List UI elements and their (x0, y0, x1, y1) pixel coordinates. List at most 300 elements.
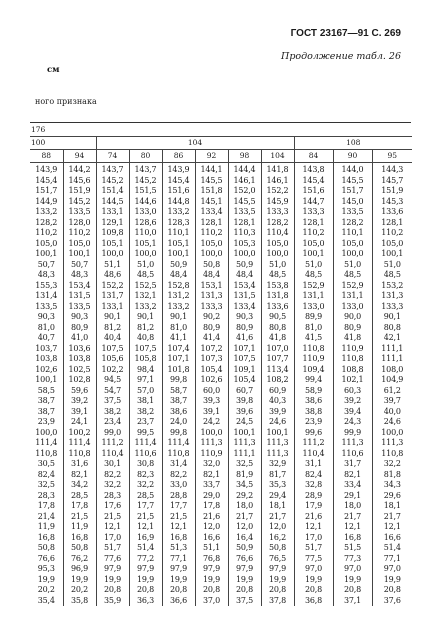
table-cell: 105,0 (372, 239, 412, 250)
table-cell: 128,2 (333, 218, 372, 229)
table-cell: 99,6 (294, 428, 333, 439)
table-cell: 107,3 (195, 354, 228, 365)
table-cell: 105,0 (63, 239, 96, 250)
table-cell: 32,5 (37, 480, 55, 489)
table-row (30, 407, 412, 418)
table-cell: 145,6 (63, 176, 96, 187)
table-cell: 133,3 (372, 302, 412, 313)
table-cell: 17,0 (294, 533, 333, 544)
table-cell: 39,7 (372, 396, 412, 407)
table-cell: 82,1 (333, 470, 372, 481)
table-row (30, 249, 412, 260)
table-row (30, 459, 412, 470)
table-row (30, 291, 412, 302)
table-cell: 133,0 (333, 302, 372, 313)
table-row (30, 197, 412, 208)
table-cell: 100,1 (35, 249, 58, 258)
table-cell: 131,1 (294, 291, 333, 302)
table-cell: 12,0 (228, 522, 261, 533)
table-cell: 133,3 (294, 207, 333, 218)
table-cell: 110,2 (195, 228, 228, 239)
table-row (30, 449, 412, 460)
table-cell: 111,4 (35, 438, 58, 447)
table-cell: 103,8 (35, 354, 58, 363)
table-cell: 76,8 (195, 554, 228, 565)
table-cell: 39,1 (63, 407, 96, 418)
table-cell: 12,0 (195, 522, 228, 533)
table-row (30, 585, 412, 596)
table-cell: 81,0 (162, 323, 195, 334)
table-cell: 40,7 (37, 333, 55, 342)
table-cell: 37,8 (261, 596, 294, 607)
table-cell: 32,5 (228, 459, 261, 470)
table-cell: 133,5 (63, 207, 96, 218)
table-cell: 51,5 (333, 543, 372, 554)
table-cell: 28,3 (37, 490, 55, 500)
table-cell: 102,6 (35, 364, 58, 374)
table-cell: 99,8 (162, 428, 195, 439)
table-row (30, 438, 412, 449)
table-cell: 39,1 (195, 407, 228, 418)
table-cell: 107,5 (96, 344, 129, 355)
table-cell: 42,1 (372, 333, 412, 344)
table-cell: 76,5 (261, 554, 294, 565)
table-cell: 38,6 (294, 396, 333, 407)
table-row (30, 228, 412, 239)
table-cell: 39,8 (228, 396, 261, 407)
table-cell: 99,8 (162, 375, 195, 386)
table-cell: 17,8 (37, 501, 55, 510)
table-cell: 103,6 (63, 344, 96, 355)
table-cell: 133,5 (228, 207, 261, 218)
table-cell: 99,4 (294, 375, 333, 386)
table-cell: 28,5 (129, 491, 162, 502)
table-cell: 145,7 (372, 176, 412, 187)
table-cell: 30,8 (129, 459, 162, 470)
table-cell: 17,9 (294, 501, 333, 512)
table-cell: 97,9 (162, 564, 195, 575)
table-cell: 105,3 (228, 239, 261, 250)
table-row (30, 596, 412, 607)
table-cell: 111,3 (261, 438, 294, 449)
table-cell: 76,2 (63, 554, 96, 565)
table-row (30, 554, 412, 565)
table-cell: 109,1 (228, 365, 261, 376)
table-cell: 33,4 (333, 480, 372, 491)
table-cell: 41,0 (63, 333, 96, 344)
table-cell: 38,6 (162, 407, 195, 418)
table-cell: 20,8 (294, 585, 333, 596)
table-cell: 16,8 (37, 532, 55, 542)
table-cell: 145,4 (35, 175, 58, 185)
table-cell: 133,4 (195, 207, 228, 218)
table-cell: 11,9 (63, 522, 96, 533)
table-cell: 101,8 (162, 365, 195, 376)
table-cell: 35,3 (261, 480, 294, 491)
table-cell: 19,9 (228, 575, 261, 586)
table-cell: 110,8 (35, 448, 58, 458)
table-cell: 153,4 (228, 281, 261, 292)
table-cell: 100,1 (294, 249, 333, 260)
table-cell: 12,1 (129, 522, 162, 533)
table-cell: 143,8 (294, 163, 333, 176)
table-cell: 143,9 (35, 165, 58, 174)
table-cell: 105,1 (96, 239, 129, 250)
table-cell: 145,3 (372, 197, 412, 208)
table-cell: 100,0 (228, 249, 261, 260)
table-cell: 111,3 (228, 438, 261, 449)
column-header: 90 (333, 150, 372, 163)
table-cell: 23,4 (96, 417, 129, 428)
table-cell: 110,9 (333, 344, 372, 355)
table-cell: 129,1 (96, 218, 129, 229)
table-cell: 21,5 (96, 512, 129, 523)
table-row (30, 575, 412, 586)
table-cell: 90,3 (63, 312, 96, 323)
table-cell: 80,9 (195, 323, 228, 334)
table-cell: 153,2 (372, 281, 412, 292)
table-cell: 36,3 (129, 596, 162, 607)
table-cell: 110,6 (129, 449, 162, 460)
table-cell: 41,6 (228, 333, 261, 344)
table-cell: 19,9 (63, 575, 96, 586)
table-cell: 48,4 (228, 270, 261, 281)
table-cell: 18,0 (333, 501, 372, 512)
table-cell: 145,0 (333, 197, 372, 208)
table-cell: 24,0 (162, 417, 195, 428)
table-row (30, 312, 412, 323)
column-header: 86 (162, 150, 195, 163)
table-cell: 29,1 (333, 491, 372, 502)
table-cell: 110,2 (294, 228, 333, 239)
table-cell: 110,8 (162, 449, 195, 460)
table-cell: 77,3 (333, 554, 372, 565)
table-cell: 11,9 (37, 522, 55, 531)
table-cell: 28,8 (162, 491, 195, 502)
column-header: 88 (30, 150, 63, 163)
table-cell: 21,6 (195, 512, 228, 523)
table-cell: 111,3 (372, 438, 412, 449)
table-cell: 82,4 (37, 469, 55, 479)
table-cell: 38,2 (96, 407, 129, 418)
table-cell: 97,1 (129, 375, 162, 386)
table-cell: 34,3 (372, 480, 412, 491)
table-cell: 131,1 (333, 291, 372, 302)
table-cell: 102,5 (63, 365, 96, 376)
table-cell: 12,0 (261, 522, 294, 533)
table-cell: 81,0 (294, 323, 333, 334)
table-cell: 24,2 (195, 417, 228, 428)
table-cell: 100,1 (162, 249, 195, 260)
table-cell: 151,7 (333, 186, 372, 197)
table-cell: 19,9 (372, 575, 412, 586)
table-cell: 12,1 (162, 522, 195, 533)
table-cell: 131,2 (162, 291, 195, 302)
table-cell: 143,9 (162, 163, 195, 176)
table-cell: 97,0 (372, 564, 412, 575)
table-cell: 128,2 (35, 217, 58, 227)
table-cell: 151,4 (96, 186, 129, 197)
table-cell: 16,8 (333, 533, 372, 544)
table-cell: 151,6 (162, 186, 195, 197)
table-cell: 146,1 (261, 176, 294, 187)
table-cell: 105,8 (129, 354, 162, 365)
table-cell: 48,5 (294, 270, 333, 281)
table-cell: 110,2 (35, 228, 58, 237)
table-cell: 58,7 (162, 386, 195, 397)
table-cell: 48,3 (37, 270, 55, 279)
table-cell: 60,3 (333, 386, 372, 397)
table-cell: 41,4 (195, 333, 228, 344)
table-cell: 19,9 (333, 575, 372, 586)
table-cell: 20,2 (63, 585, 96, 596)
table-cell: 51,7 (96, 543, 129, 554)
table-cell: 97,9 (195, 564, 228, 575)
table-cell: 77,5 (294, 554, 333, 565)
table-cell: 152,0 (228, 186, 261, 197)
table-cell: 107,4 (162, 344, 195, 355)
table-cell: 20,8 (372, 585, 412, 596)
table-cell: 102,6 (195, 375, 228, 386)
table-cell: 144,6 (129, 197, 162, 208)
table-cell: 34,2 (63, 480, 96, 491)
table-cell: 152,2 (261, 186, 294, 197)
column-header: 98 (228, 150, 261, 163)
table-cell: 16,6 (372, 533, 412, 544)
table-cell: 110,6 (333, 449, 372, 460)
table-cell: 100,0 (129, 249, 162, 260)
column-header: 95 (372, 150, 412, 163)
table-cell: 24,6 (372, 417, 412, 428)
table-cell: 18,1 (261, 501, 294, 512)
table-cell: 61,2 (372, 386, 412, 397)
table-cell: 77,2 (129, 554, 162, 565)
table-cell: 111,4 (162, 438, 195, 449)
table-cell: 108,0 (372, 365, 412, 376)
table-cell: 128,6 (129, 218, 162, 229)
table-cell: 36,6 (162, 596, 195, 607)
table-cell: 17,7 (129, 501, 162, 512)
table-cell: 54,7 (96, 386, 129, 397)
table-cell: 111,3 (195, 438, 228, 449)
table-cell: 111,4 (63, 438, 96, 449)
table-cell: 29,0 (195, 491, 228, 502)
table-cell: 20,8 (195, 585, 228, 596)
table-cell: 51,1 (96, 260, 129, 271)
table-cell: 131,3 (372, 291, 412, 302)
table-cell: 97,0 (333, 564, 372, 575)
table-cell: 48,3 (63, 270, 96, 281)
table-cell: 100,2 (63, 428, 96, 439)
table-cell: 110,1 (162, 228, 195, 239)
table-cell: 17,7 (162, 501, 195, 512)
table-cell: 17,8 (195, 501, 228, 512)
table-cell: 105,0 (35, 238, 58, 248)
table-row (30, 522, 412, 533)
table-cell: 23,7 (129, 417, 162, 428)
table-cell: 50,7 (37, 259, 55, 269)
measurements-table (30, 124, 412, 606)
table-cell: 35,4 (37, 595, 55, 605)
table-cell: 29,2 (228, 491, 261, 502)
table-cell: 103,8 (63, 354, 96, 365)
table-cell: 21,7 (261, 512, 294, 523)
table-cell: 144,7 (294, 197, 333, 208)
table-cell: 40,4 (96, 333, 129, 344)
header-row-top (30, 124, 412, 137)
table-cell: 133,0 (294, 302, 333, 313)
table-cell: 32,2 (372, 459, 412, 470)
table-cell: 48,5 (372, 270, 412, 281)
table-cell: 29,4 (261, 491, 294, 502)
table-cell: 100,1 (35, 375, 58, 384)
table-row (30, 480, 412, 491)
table-cell: 31,6 (63, 459, 96, 470)
table-cell: 133,2 (35, 207, 58, 216)
table-cell: 151,8 (195, 186, 228, 197)
table-cell: 128,1 (195, 218, 228, 229)
table-cell: 48,5 (129, 270, 162, 281)
table-cell: 37,1 (333, 596, 372, 607)
table-cell: 111,3 (261, 449, 294, 460)
table-cell: 105,0 (294, 239, 333, 250)
table-cell: 95,3 (37, 564, 55, 573)
table-cell: 51,1 (195, 543, 228, 554)
table-cell: 82,2 (96, 470, 129, 481)
table-cell: 131,7 (96, 291, 129, 302)
table-cell: 111,4 (129, 438, 162, 449)
table-cell: 145,5 (228, 197, 261, 208)
table-cell: 38,8 (294, 407, 333, 418)
table-row (30, 218, 412, 229)
table-cell: 105,6 (96, 354, 129, 365)
column-header: 94 (63, 150, 96, 163)
table-row (30, 428, 412, 439)
table-cell: 133,6 (372, 207, 412, 218)
table-cell: 18,1 (372, 501, 412, 512)
table-cell: 131,3 (195, 291, 228, 302)
header-row-columns (30, 150, 412, 163)
table-cell: 51,0 (333, 260, 372, 271)
table-cell: 77,1 (372, 554, 412, 565)
table-cell: 102,1 (333, 375, 372, 386)
table-cell: 128,1 (372, 218, 412, 229)
table-cell: 144,8 (162, 197, 195, 208)
table-cell: 110,2 (63, 228, 96, 239)
table-cell: 110,4 (294, 449, 333, 460)
table-row (30, 281, 412, 292)
table-cell: 29,6 (372, 491, 412, 502)
table-continuation-label: Продолжение табл. 26 (281, 51, 401, 62)
table-row (30, 354, 412, 365)
table-cell: 133,1 (96, 302, 129, 313)
table-row (30, 512, 412, 523)
table-cell: 152,2 (96, 281, 129, 292)
table-cell: 145,2 (129, 176, 162, 187)
table-cell: 50,7 (63, 260, 96, 271)
table-cell: 151,9 (63, 186, 96, 197)
table-cell: 105,1 (162, 239, 195, 250)
table-cell: 28,5 (63, 491, 96, 502)
table-row (30, 186, 412, 197)
table-cell: 152,9 (333, 281, 372, 292)
table-cell: 105,0 (261, 239, 294, 250)
table-cell: 105,1 (129, 239, 162, 250)
table-cell: 51,0 (372, 260, 412, 271)
table-cell: 82,1 (63, 470, 96, 481)
table-cell: 50,9 (162, 260, 195, 271)
table-cell: 38,2 (129, 407, 162, 418)
table-row (30, 323, 412, 334)
table-cell: 81,8 (372, 470, 412, 481)
table-cell: 51,7 (294, 543, 333, 554)
table-cell: 111,1 (372, 344, 412, 355)
table-cell: 99,5 (129, 428, 162, 439)
table-cell: 132,1 (129, 291, 162, 302)
table-cell: 81,9 (228, 470, 261, 481)
table-cell: 38,7 (37, 406, 55, 416)
table-cell: 41,5 (294, 333, 333, 344)
table-cell: 82,3 (129, 470, 162, 481)
table-cell: 24,1 (63, 417, 96, 428)
table-row (30, 365, 412, 376)
table-cell: 33,7 (195, 480, 228, 491)
table-cell: 16,8 (63, 533, 96, 544)
table-cell: 90,2 (195, 312, 228, 323)
table-cell: 145,4 (162, 176, 195, 187)
table-cell: 40,0 (372, 407, 412, 418)
unit-label: см (47, 65, 60, 75)
table-cell: 82,4 (294, 470, 333, 481)
table-row (30, 491, 412, 502)
table-cell: 38,1 (129, 396, 162, 407)
table-cell: 100,1 (372, 249, 412, 260)
group-label-104: 104 (96, 137, 294, 150)
table-cell: 19,9 (294, 575, 333, 586)
table-cell: 110,9 (294, 354, 333, 365)
table-cell: 90,3 (37, 312, 55, 321)
table-cell: 152,9 (294, 281, 333, 292)
table-cell: 50,8 (37, 543, 55, 552)
table-cell: 12,1 (372, 522, 412, 533)
table-row (30, 470, 412, 481)
table-cell: 39,9 (261, 407, 294, 418)
table-cell: 151,6 (294, 186, 333, 197)
table-cell: 39,3 (195, 396, 228, 407)
table-cell: 98,4 (129, 365, 162, 376)
table-cell: 145,5 (333, 176, 372, 187)
table-cell: 21,5 (63, 512, 96, 523)
table-cell: 90,1 (162, 312, 195, 323)
table-cell: 58,5 (37, 385, 55, 395)
table-cell: 144,5 (96, 197, 129, 208)
table-cell: 48,4 (195, 270, 228, 281)
table-row (30, 239, 412, 250)
table-top-rule (30, 122, 411, 123)
table-cell: 133,5 (333, 207, 372, 218)
table-row (30, 176, 412, 187)
table-cell: 19,9 (129, 575, 162, 586)
table-cell: 18,0 (228, 501, 261, 512)
table-cell: 97,9 (129, 564, 162, 575)
table-cell: 12,1 (294, 522, 333, 533)
table-cell: 100,1 (261, 428, 294, 439)
table-row (30, 396, 412, 407)
table-cell: 111,3 (333, 438, 372, 449)
table-cell: 80,8 (372, 323, 412, 334)
table-cell: 103,7 (35, 343, 58, 353)
table-cell: 51,4 (372, 543, 412, 554)
